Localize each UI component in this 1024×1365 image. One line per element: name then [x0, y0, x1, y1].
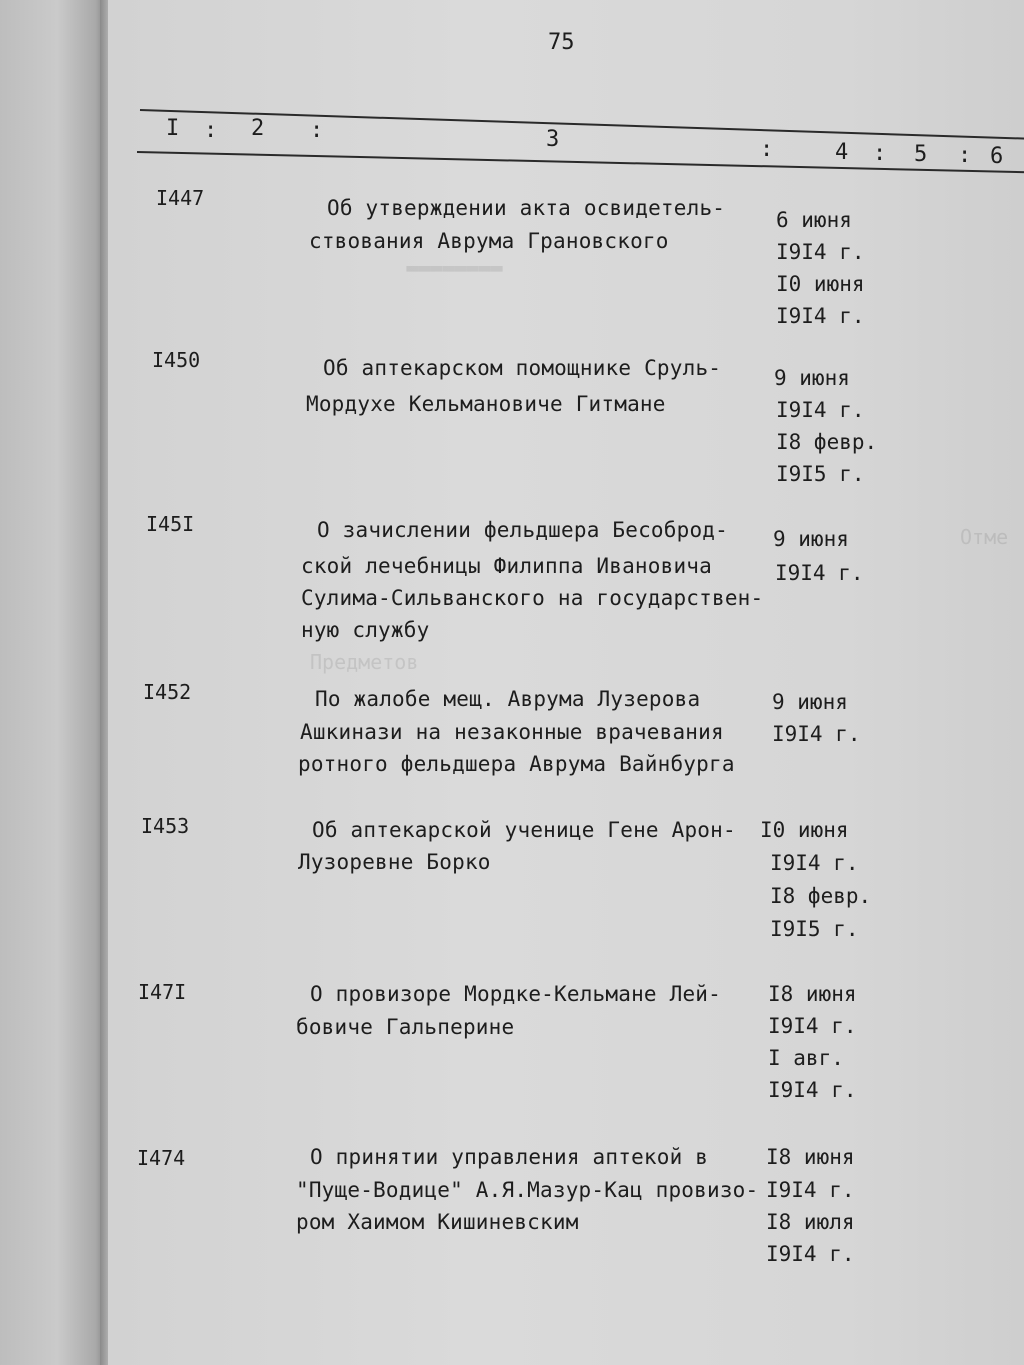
record-title-line: Об утверждении акта освидетель-	[327, 196, 726, 220]
record-date-line: I9I4 г.	[766, 1242, 855, 1266]
record-title-line: Ашкинази на незаконные врачевания	[300, 720, 724, 744]
header-sep: :	[873, 141, 887, 166]
bleed-through-text: ▬▬▬▬▬▬▬▬	[310, 255, 503, 279]
page-number: 75	[548, 30, 575, 55]
record-date-line: I9I4 г.	[772, 722, 861, 746]
record-title-line: Лузоревне Борко	[298, 850, 491, 874]
header-col-1: I	[166, 116, 180, 141]
record-title-line: ром Хаимом Кишиневским	[296, 1210, 579, 1234]
record-title-line: О принятии управления аптекой в	[310, 1145, 709, 1169]
record-date-line: I8 июля	[766, 1210, 855, 1234]
record-number: I453	[141, 814, 190, 838]
record-date-line: I9I4 г.	[776, 304, 865, 328]
header-col-5: 5	[914, 142, 928, 167]
record-date-line: I9I4 г.	[776, 240, 865, 264]
record-date-line: I8 июня	[766, 1145, 855, 1169]
record-title-line: Сулима-Сильванского на государствен-	[301, 586, 764, 610]
record-title-line: Об аптекарской ученице Гене Арон-	[312, 818, 736, 842]
header-col-3: 3	[546, 127, 560, 152]
record-title-line: О зачислении фельдшера Бесоброд-	[317, 518, 728, 542]
header-sep: :	[760, 137, 774, 162]
record-title-line: Мордухе Кельмановиче Гитмане	[306, 392, 666, 416]
record-date-line: 9 июня	[772, 690, 848, 714]
header-col-4: 4	[835, 140, 849, 165]
record-date-line: I9I4 г.	[770, 851, 859, 875]
record-title-line: ную службу	[301, 618, 430, 642]
header-sep: :	[310, 118, 324, 143]
record-date-line: I9I4 г.	[768, 1014, 857, 1038]
header-col-6: 6	[990, 144, 1004, 169]
record-number: I452	[143, 680, 192, 704]
record-date-line: I авг.	[768, 1046, 844, 1070]
record-title-line: О провизоре Мордке-Кельмане Лей-	[310, 982, 721, 1006]
record-date-line: I9I4 г.	[768, 1078, 857, 1102]
record-date-line: I9I5 г.	[776, 462, 865, 486]
header-sep: :	[958, 143, 972, 168]
facing-page-edge	[0, 0, 104, 1365]
record-date-line: 6 июня	[776, 208, 852, 232]
record-date-line: I0 июня	[760, 818, 849, 842]
record-date-line: I9I4 г.	[776, 398, 865, 422]
record-date-line: I8 июня	[768, 982, 857, 1006]
record-date-line: 9 июня	[774, 366, 850, 390]
bleed-through-text: Отме	[960, 525, 1009, 549]
header-col-2: 2	[251, 116, 265, 141]
record-title-line: ротного фельдшера Аврума Вайнбурга	[298, 752, 735, 776]
record-title-line: ской лечебницы Филиппа Ивановича	[301, 554, 712, 578]
record-date-line: I8 февр.	[776, 430, 878, 454]
record-date-line: I9I4 г.	[775, 561, 864, 585]
record-number: I447	[156, 186, 205, 210]
record-title-line: "Пуще-Водице" А.Я.Мазур-Кац провизо-	[296, 1178, 759, 1202]
record-date-line: I9I4 г.	[766, 1178, 855, 1202]
record-date-line: 9 июня	[773, 527, 849, 551]
record-number: I450	[152, 348, 201, 372]
header-sep: :	[204, 118, 218, 143]
bleed-through-text: Предметов	[310, 650, 419, 674]
record-title-line: Об аптекарском помощнике Сруль-	[323, 356, 722, 380]
record-title-line: бовиче Гальперине	[296, 1015, 515, 1039]
record-title-line: ствования Аврума Грановского	[309, 229, 669, 253]
record-number: I47I	[138, 980, 187, 1004]
record-date-line: I8 февр.	[770, 884, 872, 908]
record-date-line: I9I5 г.	[770, 917, 859, 941]
record-number: I474	[137, 1146, 186, 1170]
record-title-line: По жалобе мещ. Аврума Лузерова	[315, 687, 701, 711]
record-number: I45I	[146, 512, 195, 536]
record-date-line: I0 июня	[776, 272, 865, 296]
